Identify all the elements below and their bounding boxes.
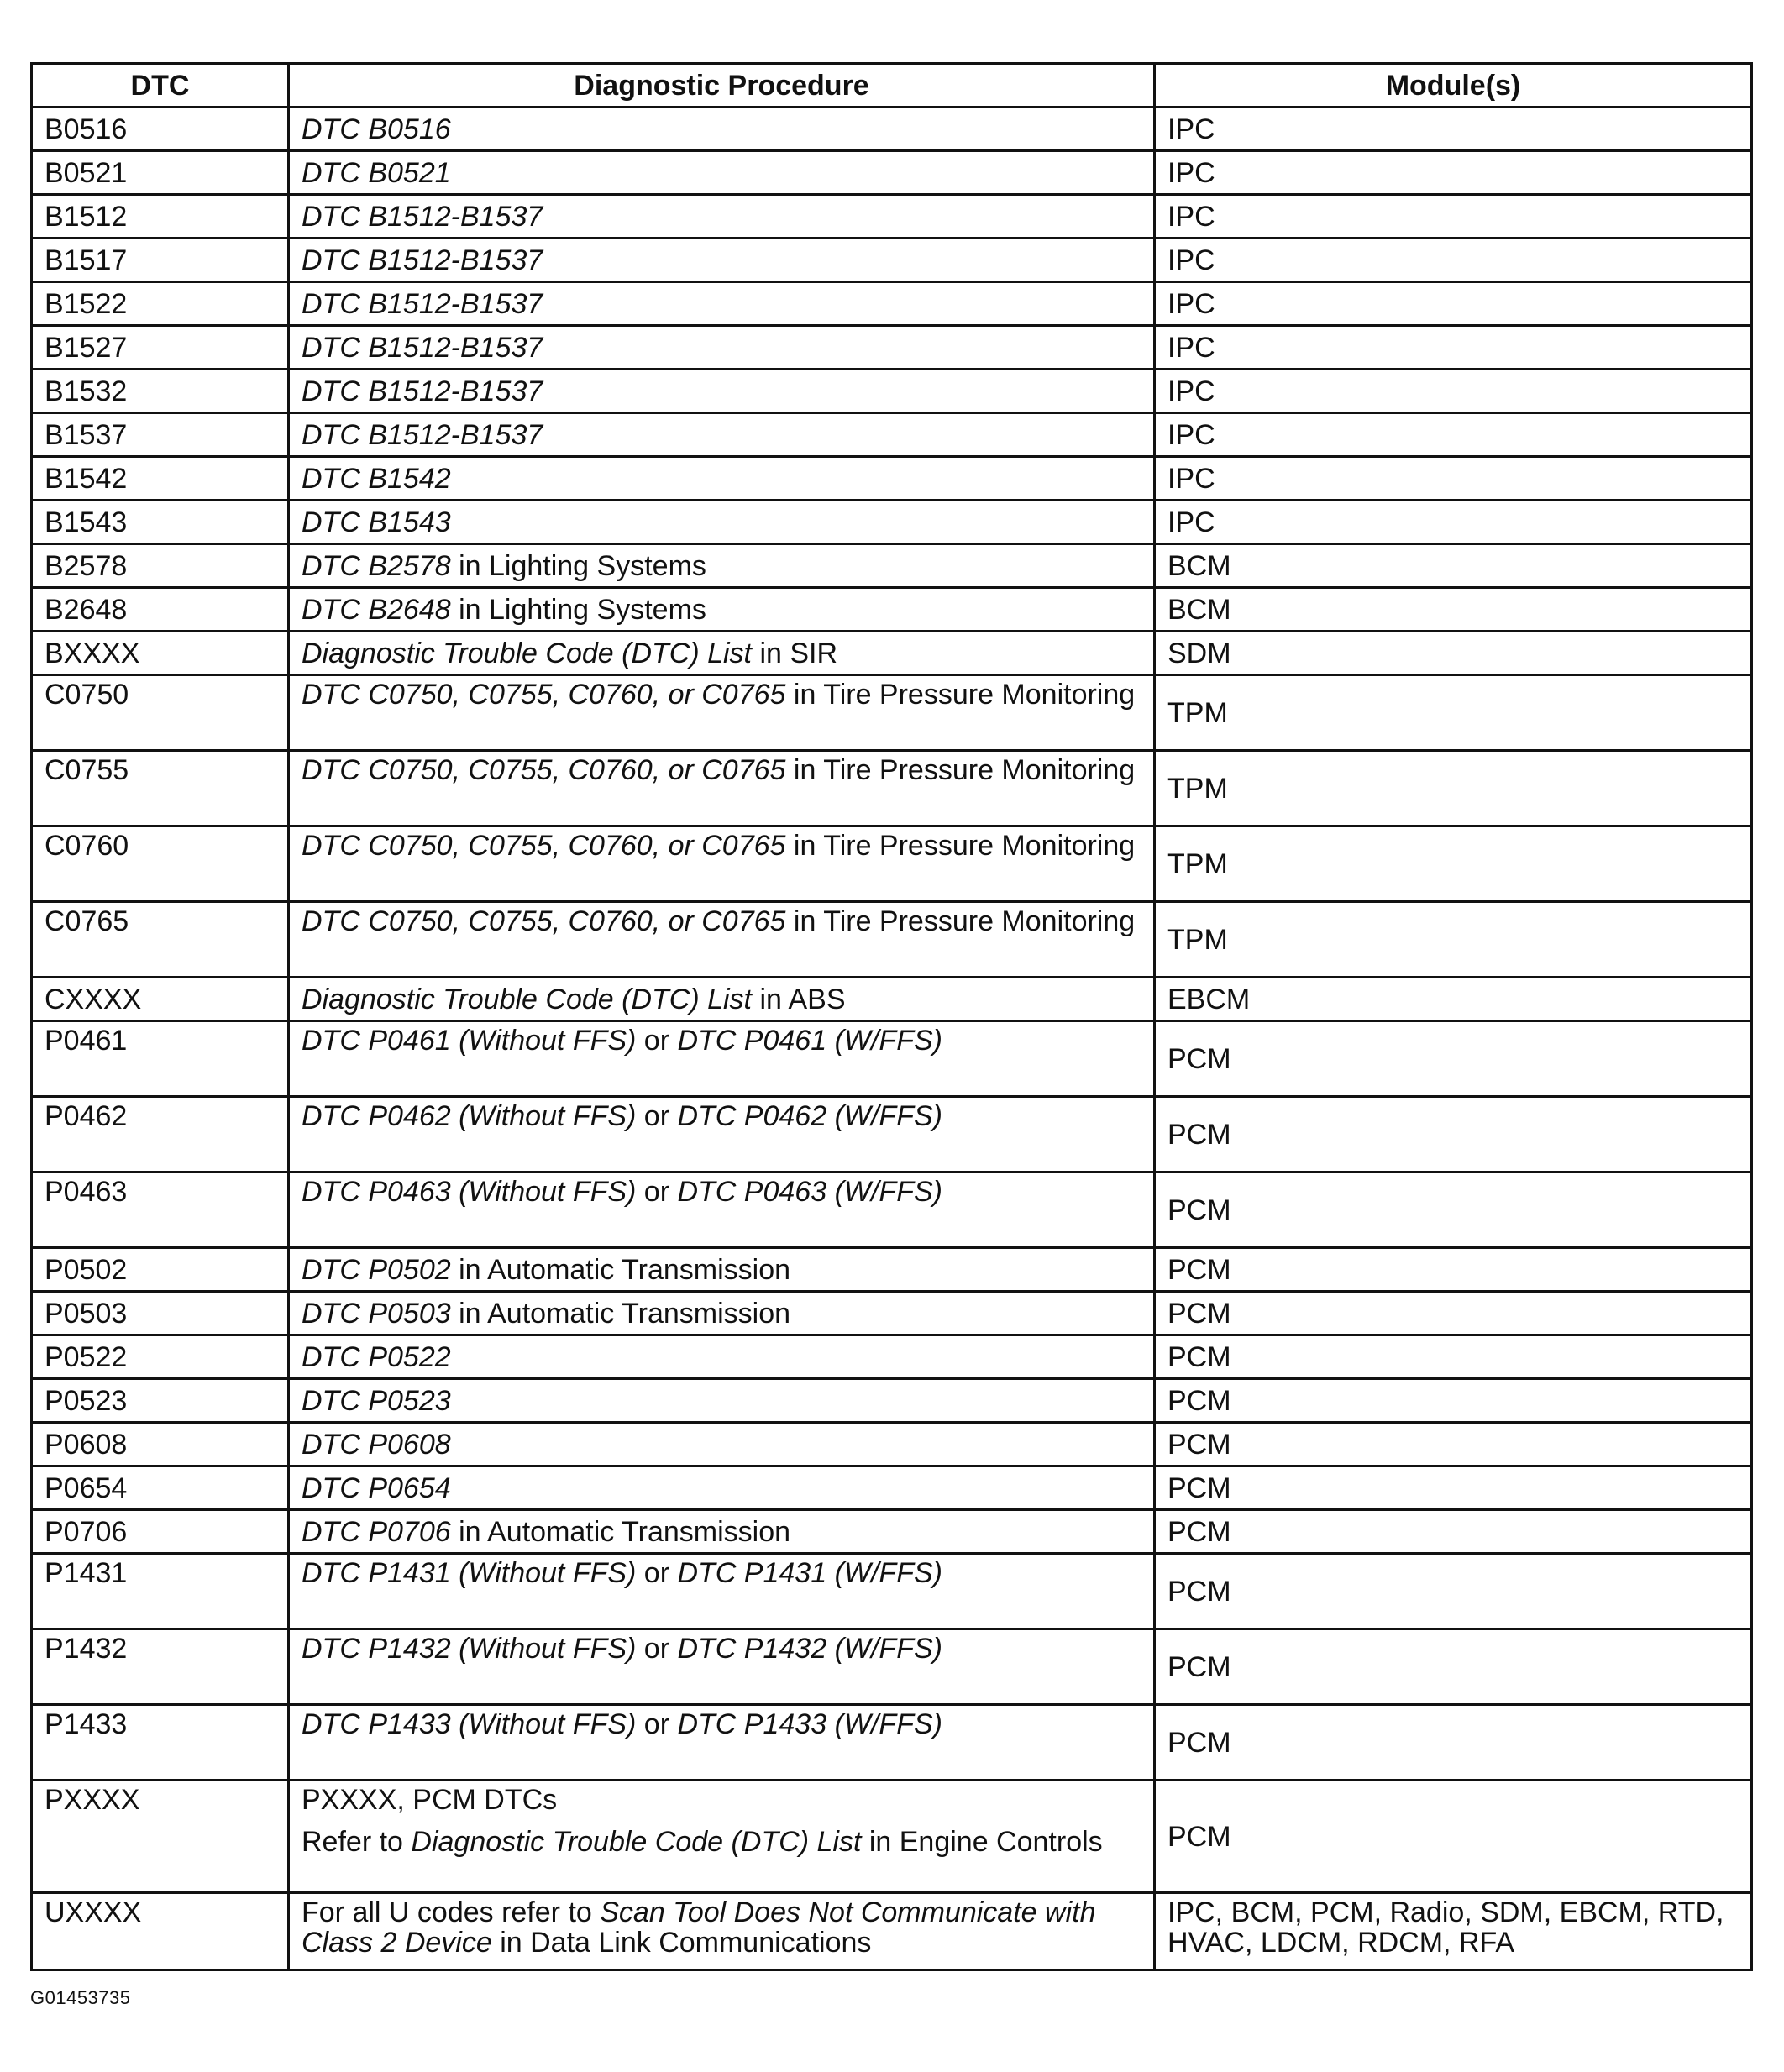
procedure-reference: DTC C0750, C0755, C0760, or C0765 (302, 679, 786, 711)
diagnostic-procedure-cell (289, 1292, 1155, 1335)
procedure-reference: DTC P0463 (W/FFS) (677, 1176, 942, 1208)
dtc-table (30, 62, 1753, 1971)
procedure-line (302, 1429, 1141, 1460)
dtc-code-cell: C0755 (32, 751, 289, 826)
procedure-reference: DTC B0521 (302, 156, 451, 189)
modules-cell: PCM (1155, 1335, 1752, 1379)
procedure-line (302, 333, 1141, 363)
dtc-code-cell: B1512 (32, 195, 289, 239)
dtc-code-cell: P1431 (32, 1554, 289, 1629)
dtc-code-cell: B1537 (32, 413, 289, 457)
table-row (32, 1705, 1752, 1781)
table-row (32, 1466, 1752, 1510)
table-row (32, 1629, 1752, 1705)
table-row (32, 501, 1752, 544)
procedure-line (302, 1298, 1141, 1329)
table-row (32, 751, 1752, 826)
table-row (32, 195, 1752, 239)
diagnostic-procedure-cell (289, 1172, 1155, 1248)
modules-cell: IPC (1155, 151, 1752, 195)
procedure-text: or (636, 1708, 678, 1740)
modules-cell: IPC, BCM, PCM, Radio, SDM, EBCM, RTD, HVAC, LDCM, RDCM, RFA (1155, 1893, 1752, 1970)
procedure-reference: DTC P0706 (302, 1515, 451, 1548)
procedure-line (302, 1634, 1141, 1664)
procedure-text: or (636, 1100, 678, 1132)
procedure-reference: DTC P1431 (Without FFS) (302, 1557, 637, 1589)
modules-cell: PCM (1155, 1705, 1752, 1781)
table-row (32, 151, 1752, 195)
diagnostic-procedure-cell (289, 326, 1155, 370)
procedure-line (302, 638, 1141, 669)
procedure-text: or (636, 1176, 678, 1208)
table-row (32, 1292, 1752, 1335)
table-row (32, 1021, 1752, 1097)
diagnostic-procedure-cell (289, 413, 1155, 457)
procedure-reference: Diagnostic Trouble Code (DTC) List (411, 1826, 862, 1858)
procedure-line (302, 984, 1141, 1015)
diagnostic-procedure-cell (289, 1705, 1155, 1781)
dtc-code-cell: C0750 (32, 675, 289, 751)
diagnostic-procedure-cell (289, 1893, 1155, 1970)
procedure-line (302, 245, 1141, 275)
modules-cell: TPM (1155, 675, 1752, 751)
dtc-code-cell: P0706 (32, 1510, 289, 1554)
diagnostic-procedure-cell (289, 370, 1155, 413)
header-dtc: DTC (32, 64, 289, 108)
diagnostic-procedure-cell (289, 632, 1155, 675)
dtc-code-cell: B1542 (32, 457, 289, 501)
procedure-reference: DTC P0654 (302, 1471, 451, 1504)
header-modules: Module(s) (1155, 64, 1752, 108)
diagnostic-procedure-cell (289, 1629, 1155, 1705)
procedure-reference: DTC B1543 (302, 506, 451, 538)
procedure-line (302, 679, 1141, 710)
table-row (32, 326, 1752, 370)
modules-cell: PCM (1155, 1466, 1752, 1510)
dtc-code-cell: C0765 (32, 902, 289, 978)
procedure-reference: DTC P1433 (Without FFS) (302, 1708, 637, 1740)
modules-cell: PCM (1155, 1172, 1752, 1248)
procedure-reference: DTC P0502 (302, 1253, 451, 1286)
dtc-code-cell: UXXXX (32, 1893, 289, 1970)
diagnostic-procedure-cell (289, 457, 1155, 501)
procedure-line (302, 1473, 1141, 1503)
modules-cell: EBCM (1155, 978, 1752, 1021)
procedure-line (302, 464, 1141, 494)
dtc-code-cell: B0521 (32, 151, 289, 195)
dtc-code-cell: P0502 (32, 1248, 289, 1292)
diagnostic-procedure-cell (289, 902, 1155, 978)
table-row (32, 413, 1752, 457)
table-row (32, 588, 1752, 632)
table-row (32, 1172, 1752, 1248)
dtc-code-cell: P0462 (32, 1097, 289, 1172)
procedure-line (302, 551, 1141, 581)
dtc-code-cell: P0463 (32, 1172, 289, 1248)
table-row (32, 1510, 1752, 1554)
procedure-reference: DTC P0503 (302, 1297, 451, 1330)
procedure-text: in Automatic Transmission (450, 1253, 791, 1286)
modules-cell: IPC (1155, 326, 1752, 370)
table-row (32, 1781, 1752, 1893)
procedure-reference: DTC B1512-B1537 (302, 331, 543, 364)
modules-cell: IPC (1155, 457, 1752, 501)
dtc-code-cell: B1517 (32, 239, 289, 282)
procedure-text: in Tire Pressure Monitoring (785, 679, 1136, 711)
procedure-text: in SIR (752, 637, 838, 669)
diagnostic-procedure-cell (289, 195, 1155, 239)
procedure-line (302, 1827, 1141, 1857)
modules-cell: SDM (1155, 632, 1752, 675)
diagnostic-procedure-cell (289, 1097, 1155, 1172)
procedure-line (302, 202, 1141, 232)
dtc-code-cell: B1522 (32, 282, 289, 326)
procedure-text: or (636, 1025, 678, 1057)
procedure-reference: DTC B2578 (302, 549, 451, 582)
diagnostic-procedure-cell (289, 501, 1155, 544)
procedure-line (302, 595, 1141, 625)
procedure-text: in Tire Pressure Monitoring (785, 754, 1136, 786)
diagnostic-procedure-cell (289, 1423, 1155, 1466)
table-body (32, 108, 1752, 1970)
dtc-code-cell: B1543 (32, 501, 289, 544)
diagnostic-procedure-cell (289, 826, 1155, 902)
procedure-text: in Tire Pressure Monitoring (785, 830, 1136, 862)
table-row (32, 1554, 1752, 1629)
procedure-reference: DTC P1431 (W/FFS) (677, 1557, 942, 1589)
dtc-code-cell: B1527 (32, 326, 289, 370)
modules-cell: IPC (1155, 501, 1752, 544)
procedure-reference: DTC B1512-B1537 (302, 244, 543, 276)
dtc-code-cell: P0608 (32, 1423, 289, 1466)
procedure-reference: DTC P0608 (302, 1428, 451, 1461)
procedure-text: in ABS (752, 983, 846, 1015)
procedure-reference: DTC P0461 (Without FFS) (302, 1025, 637, 1057)
diagnostic-procedure-cell (289, 108, 1155, 151)
modules-cell: IPC (1155, 282, 1752, 326)
table-row (32, 632, 1752, 675)
diagnostic-procedure-cell (289, 675, 1155, 751)
procedure-reference: DTC P0522 (302, 1340, 451, 1373)
modules-cell: PCM (1155, 1097, 1752, 1172)
dtc-code-cell: P1433 (32, 1705, 289, 1781)
dtc-code-cell: C0760 (32, 826, 289, 902)
procedure-reference: DTC B0516 (302, 113, 451, 145)
procedure-line (302, 1026, 1141, 1056)
diagnostic-procedure-cell (289, 1248, 1155, 1292)
modules-cell: IPC (1155, 195, 1752, 239)
procedure-text: in Automatic Transmission (450, 1297, 791, 1330)
dtc-code-cell: P0503 (32, 1292, 289, 1335)
procedure-line (302, 289, 1141, 319)
table-row (32, 1423, 1752, 1466)
diagnostic-procedure-cell (289, 1554, 1155, 1629)
procedure-line (302, 755, 1141, 785)
procedure-text: in Lighting Systems (450, 593, 706, 626)
table-header-row (32, 64, 1752, 108)
procedure-line (302, 1255, 1141, 1285)
modules-cell: IPC (1155, 370, 1752, 413)
procedure-line (302, 158, 1141, 188)
modules-cell: IPC (1155, 413, 1752, 457)
diagnostic-procedure-cell (289, 1781, 1155, 1893)
table-row (32, 544, 1752, 588)
procedure-reference: DTC B1512-B1537 (302, 375, 543, 407)
modules-cell: PCM (1155, 1781, 1752, 1893)
procedure-line (302, 1342, 1141, 1372)
diagnostic-procedure-cell (289, 751, 1155, 826)
procedure-reference: DTC P0462 (Without FFS) (302, 1100, 637, 1132)
table-row (32, 675, 1752, 751)
dtc-code-cell: PXXXX (32, 1781, 289, 1893)
dtc-code-cell: B1532 (32, 370, 289, 413)
modules-cell: TPM (1155, 902, 1752, 978)
dtc-code-cell: P0522 (32, 1335, 289, 1379)
table-row (32, 370, 1752, 413)
procedure-reference: DTC P0523 (302, 1384, 451, 1417)
procedure-text: in Lighting Systems (450, 549, 706, 582)
procedure-text: For all U codes refer to (302, 1896, 601, 1928)
procedure-reference: DTC P1432 (W/FFS) (677, 1633, 942, 1665)
procedure-text: in Tire Pressure Monitoring (785, 905, 1136, 937)
procedure-reference: DTC P0462 (W/FFS) (677, 1100, 942, 1132)
diagnostic-procedure-cell (289, 1021, 1155, 1097)
procedure-line (302, 1177, 1141, 1207)
table-row (32, 826, 1752, 902)
modules-cell: PCM (1155, 1292, 1752, 1335)
procedure-reference: DTC C0750, C0755, C0760, or C0765 (302, 905, 786, 937)
procedure-line (302, 906, 1141, 936)
dtc-code-cell: BXXXX (32, 632, 289, 675)
modules-cell: PCM (1155, 1629, 1752, 1705)
procedure-text: in Engine Controls (861, 1826, 1103, 1858)
procedure-line (302, 1897, 1141, 1958)
procedure-text: in Automatic Transmission (450, 1515, 791, 1548)
dtc-code-cell: B2578 (32, 544, 289, 588)
diagnostic-procedure-cell (289, 1379, 1155, 1423)
procedure-line (302, 1101, 1141, 1131)
modules-cell: PCM (1155, 1379, 1752, 1423)
table-row (32, 902, 1752, 978)
diagnostic-procedure-cell (289, 1466, 1155, 1510)
procedure-reference: DTC B1512-B1537 (302, 200, 543, 233)
procedure-line (302, 376, 1141, 407)
procedure-reference: DTC C0750, C0755, C0760, or C0765 (302, 830, 786, 862)
diagnostic-procedure-cell (289, 1510, 1155, 1554)
diagnostic-procedure-cell (289, 544, 1155, 588)
diagnostic-procedure-cell (289, 978, 1155, 1021)
procedure-line (302, 420, 1141, 450)
procedure-reference: DTC P1432 (Without FFS) (302, 1633, 637, 1665)
table-row (32, 1097, 1752, 1172)
modules-cell: PCM (1155, 1554, 1752, 1629)
procedure-reference: DTC B2648 (302, 593, 451, 626)
modules-cell: TPM (1155, 751, 1752, 826)
procedure-line (302, 114, 1141, 144)
table-row (32, 282, 1752, 326)
dtc-code-cell: P1432 (32, 1629, 289, 1705)
procedure-reference: Diagnostic Trouble Code (DTC) List (302, 983, 752, 1015)
table-row (32, 1335, 1752, 1379)
procedure-reference: Diagnostic Trouble Code (DTC) List (302, 637, 752, 669)
procedure-text: Refer to (302, 1826, 412, 1858)
diagnostic-procedure-cell (289, 282, 1155, 326)
table-row (32, 1893, 1752, 1970)
dtc-code-cell: CXXXX (32, 978, 289, 1021)
procedure-line (302, 1386, 1141, 1416)
procedure-text: or (636, 1633, 678, 1665)
procedure-text: or (636, 1557, 678, 1589)
table-row (32, 978, 1752, 1021)
dtc-code-cell: B0516 (32, 108, 289, 151)
procedure-reference: DTC B1512-B1537 (302, 287, 543, 320)
table-row (32, 239, 1752, 282)
modules-cell: PCM (1155, 1248, 1752, 1292)
procedure-reference: DTC B1542 (302, 462, 451, 495)
procedure-reference: Scan Tool Does Not Communicate with Class 2 Device (302, 1896, 1096, 1959)
diagnostic-procedure-cell (289, 239, 1155, 282)
procedure-text: in Data Link Communications (491, 1927, 872, 1959)
procedure-line (302, 831, 1141, 861)
procedure-reference: DTC P0463 (Without FFS) (302, 1176, 637, 1208)
procedure-line (302, 507, 1141, 538)
modules-cell: IPC (1155, 108, 1752, 151)
procedure-line (302, 1558, 1141, 1588)
modules-cell: PCM (1155, 1021, 1752, 1097)
figure-id: G01453735 (30, 1987, 131, 2008)
modules-cell: TPM (1155, 826, 1752, 902)
dtc-code-cell: P0654 (32, 1466, 289, 1510)
table-row (32, 1379, 1752, 1423)
procedure-reference: DTC C0750, C0755, C0760, or C0765 (302, 754, 786, 786)
modules-cell: IPC (1155, 239, 1752, 282)
diagnostic-procedure-cell (289, 588, 1155, 632)
modules-cell: PCM (1155, 1510, 1752, 1554)
table-row (32, 457, 1752, 501)
dtc-code-cell: P0523 (32, 1379, 289, 1423)
procedure-reference: DTC P0461 (W/FFS) (677, 1025, 942, 1057)
procedure-line (302, 1785, 1141, 1815)
table-row (32, 1248, 1752, 1292)
procedure-line (302, 1517, 1141, 1547)
table-row (32, 108, 1752, 151)
dtc-code-cell: P0461 (32, 1021, 289, 1097)
procedure-text: PXXXX, PCM DTCs (302, 1784, 558, 1816)
modules-cell: BCM (1155, 588, 1752, 632)
diagnostic-procedure-cell (289, 151, 1155, 195)
procedure-reference: DTC B1512-B1537 (302, 418, 543, 451)
diagnostic-procedure-cell (289, 1335, 1155, 1379)
modules-cell: BCM (1155, 544, 1752, 588)
procedure-reference: DTC P1433 (W/FFS) (677, 1708, 942, 1740)
dtc-code-cell: B2648 (32, 588, 289, 632)
procedure-line (302, 1709, 1141, 1739)
header-diagnostic-procedure: Diagnostic Procedure (289, 64, 1155, 108)
modules-cell: PCM (1155, 1423, 1752, 1466)
